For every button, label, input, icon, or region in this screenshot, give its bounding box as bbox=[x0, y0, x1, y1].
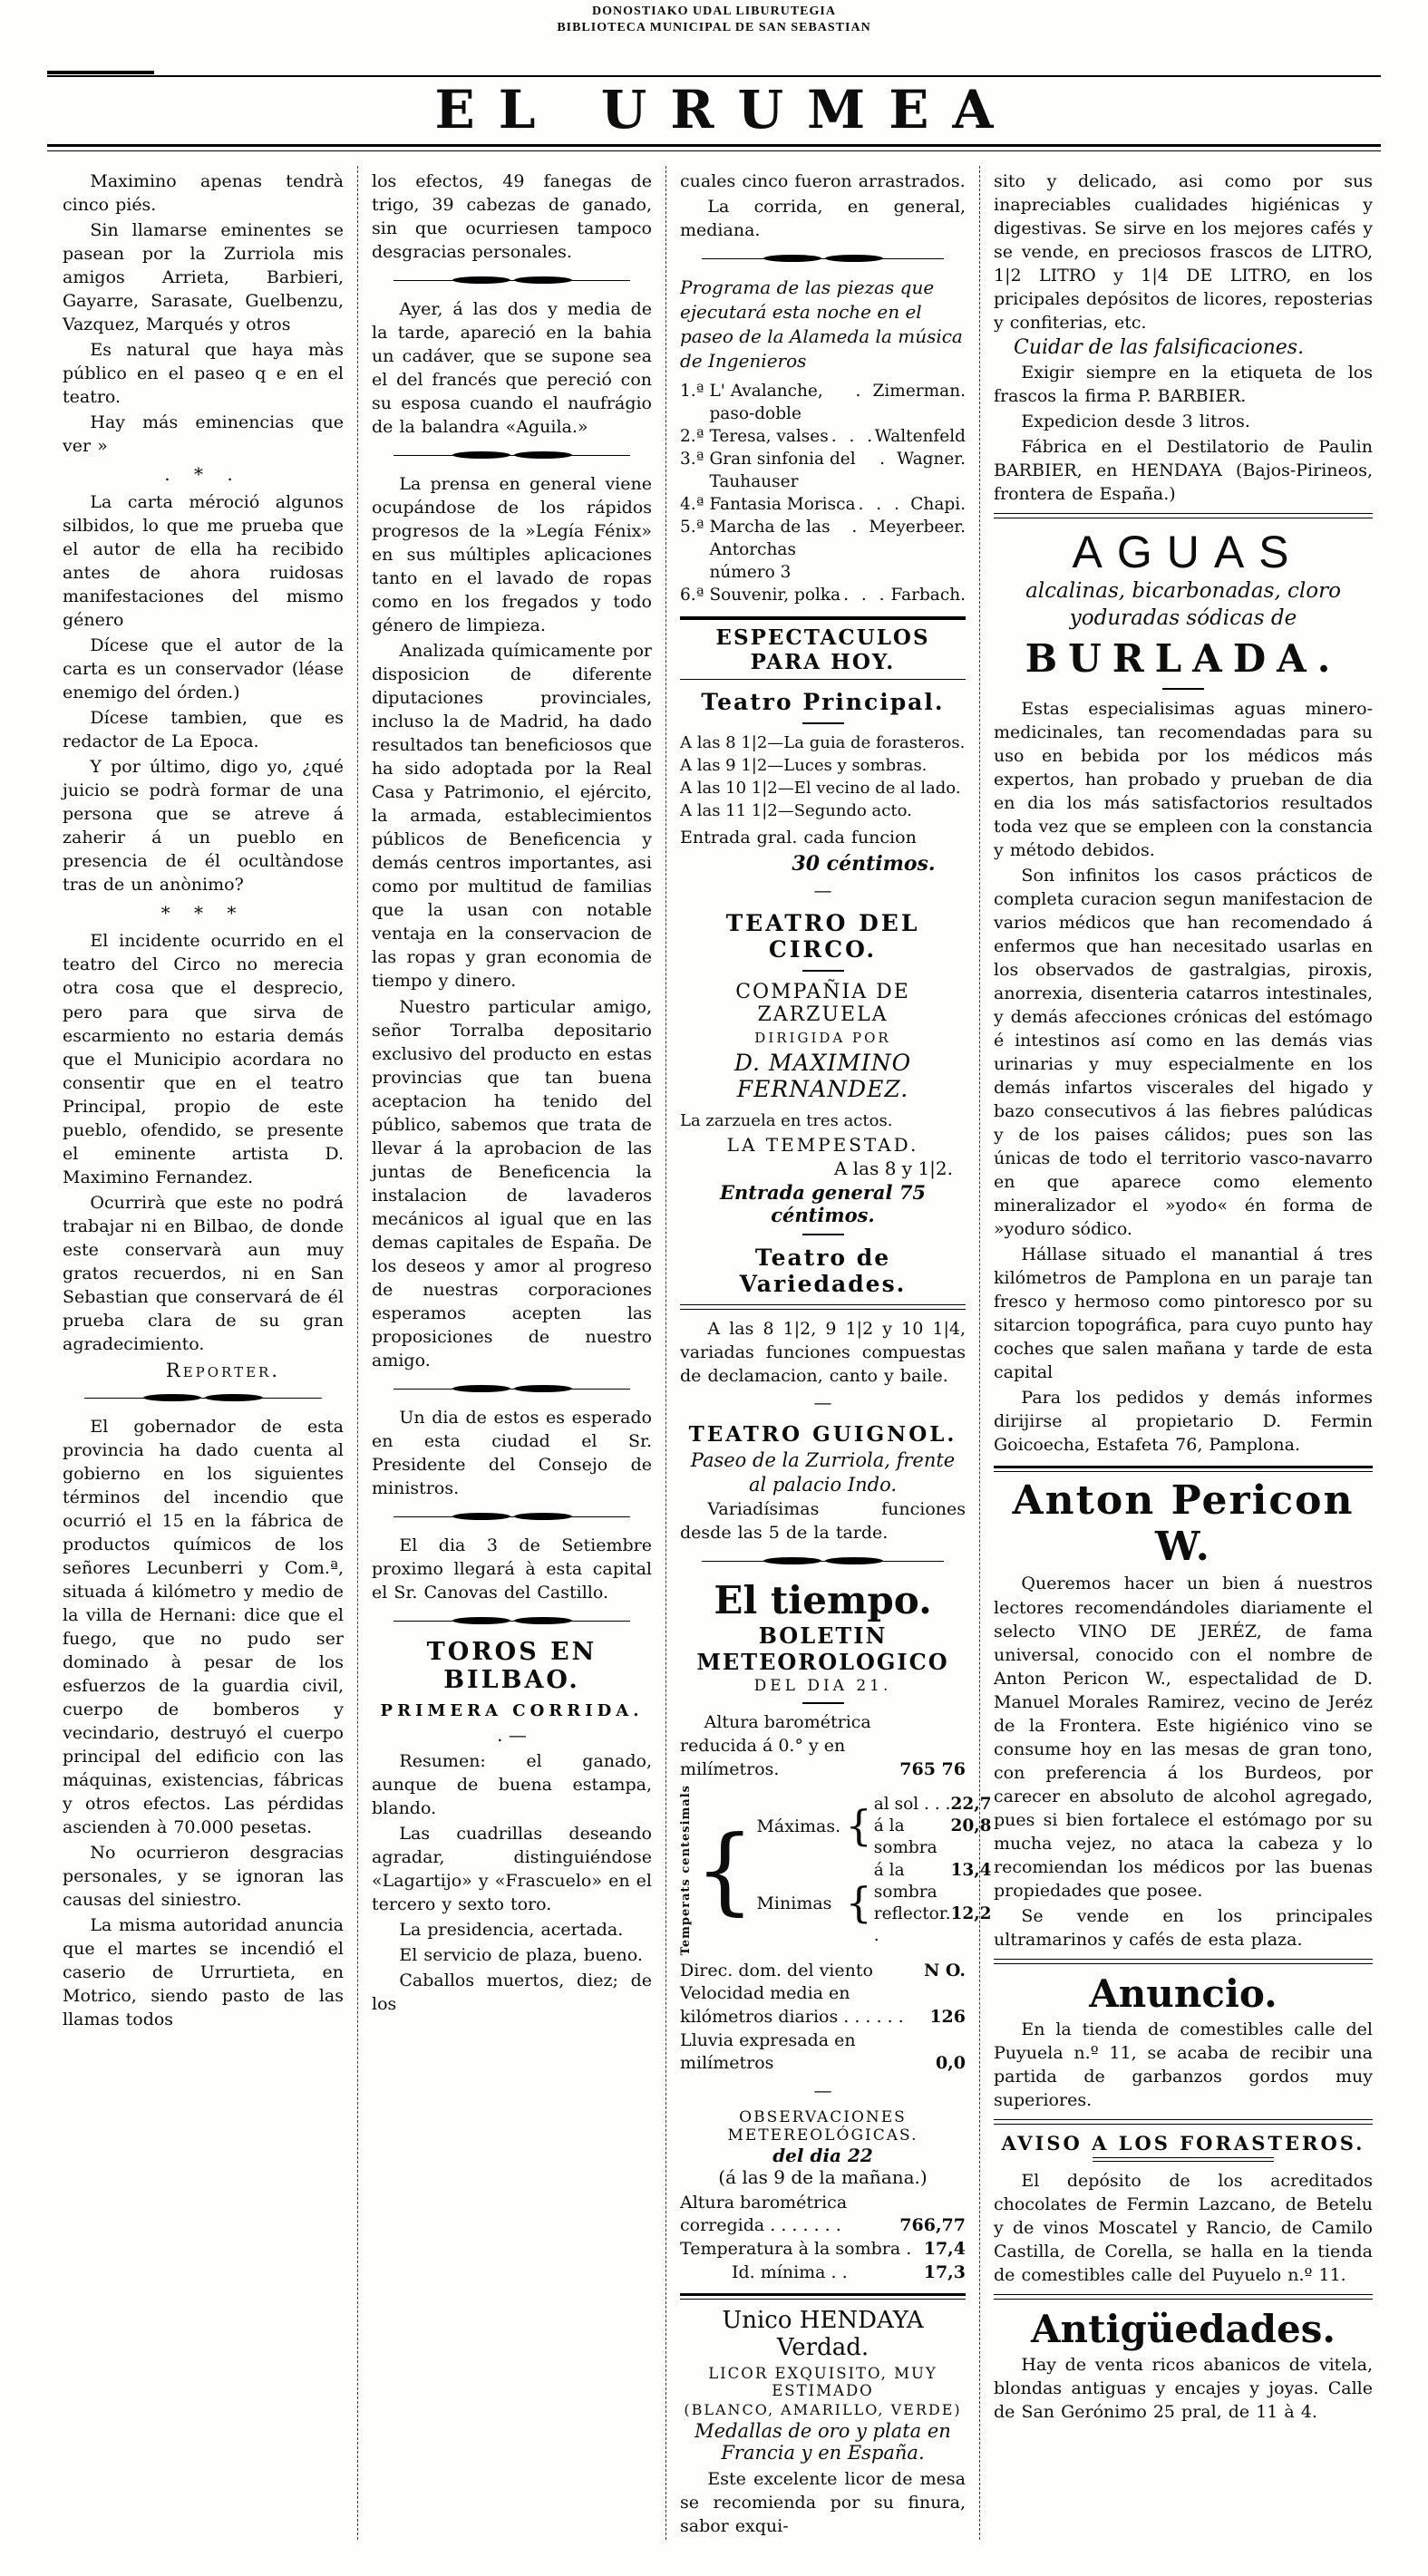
column-3 bbox=[665, 166, 992, 2540]
weather-row-speed bbox=[680, 1982, 966, 2029]
observation-row bbox=[680, 2238, 966, 2261]
temperature-row bbox=[874, 1860, 992, 1903]
program-item-composer: Farbach. bbox=[890, 585, 966, 605]
weather-label: Altura barométrica reducida á 0.° y en milímetros. bbox=[680, 1712, 871, 1779]
paragraph: Hállase situado el manantial á tres kilómetros de Pamplona en un paraje tan fresco y hermoso como pintoresco por su sitarcion topográfica, para cuyo punto hay coches que salen mañana y tarde de esta capital bbox=[994, 1244, 1373, 1383]
flourish-rule bbox=[377, 1511, 646, 1523]
paragraph: No ocurrieron desgracias personales, y se ignoran las causas del siniestro. bbox=[63, 1843, 344, 1911]
observation-row bbox=[680, 2192, 966, 2238]
hatch-rule bbox=[994, 1959, 1373, 1964]
paragraph: Expedicion desde 3 litros. bbox=[1021, 412, 1250, 432]
hendaya-title: Unico HENDAYA Verdad. bbox=[722, 2307, 924, 2362]
program-item bbox=[680, 585, 966, 607]
program-item-title: L' Avalanche, paso-doble bbox=[709, 382, 823, 424]
dash-separator: — bbox=[813, 878, 832, 901]
minimas-rows bbox=[874, 1860, 992, 1947]
obra-title: LA TEMPESTAD. bbox=[726, 1133, 919, 1156]
dot-leader bbox=[856, 494, 911, 517]
paragraph: El gobernador de esta provincia ha dado cuenta al gobierno en los siguientes términos del incendio que ocurrió el 15 en la fábrica de productos químicos de los señores Lecunberri y Com.ª, situada á kilómetro y medio de la villa de Hernani: dice que el fuego, que no pudo ser dominado à pesar de los esfuerzos de la guardia civil, cuerpo de bomberos y vecindario, destruyó el cuerpo principal del edificio con las máquinas, existencias, fábricas y otros efectos. Las pérdidas ascienden à 70.000 pesetas. bbox=[63, 1416, 344, 1837]
paragraph: Dícese que el autor de la carta es un conservador (léase enemigo del órden.) bbox=[63, 635, 344, 703]
temperature-row-label: á la sombra bbox=[873, 1860, 937, 1902]
temperature-row bbox=[874, 1903, 992, 1947]
heavy-rule bbox=[680, 2293, 966, 2300]
flourish-rule bbox=[68, 1392, 338, 1404]
paragraph: Se vende en los principales ultramarinos y cafés de esta plaza. bbox=[994, 1905, 1373, 1950]
entrada-price: 30 céntimos. bbox=[792, 851, 936, 876]
temperature-side-label: Temperats centesimals bbox=[679, 1785, 693, 1956]
temperature-table bbox=[679, 1785, 992, 1956]
weather-value: 0,0 bbox=[935, 2053, 966, 2074]
espectaculos-title: ESPECTACULOS PARA HOY. bbox=[715, 625, 930, 674]
paragraph: Estas especialisimas aguas minero-medicinales, tan recomendadas para su uso en bebida por los médicos más expertos, han probado y prueban de dia en dia los más satisfactorios resultados toda vez que se empleen con la constancia y método debidos. bbox=[994, 698, 1373, 861]
maximas-group bbox=[756, 1794, 991, 1859]
medallas-line: Medallas de oro y plata en Francia y en España. bbox=[695, 2420, 951, 2465]
licor-line1: LICOR EXQUISITO, MUY ESTIMADO bbox=[708, 2365, 937, 2400]
minimas-label: Minimas bbox=[756, 1893, 832, 1913]
zarzuela-note: La zarzuela en tres actos. bbox=[680, 1110, 893, 1130]
mini-rule bbox=[1162, 688, 1204, 690]
aviso-title: AVISO A LOS FORASTEROS. bbox=[1001, 2131, 1365, 2155]
weather-label: Direc. dom. del viento bbox=[680, 1960, 873, 1980]
flourish-rule bbox=[377, 275, 646, 286]
flourish-rule bbox=[377, 450, 646, 461]
paragraph: La carta méroció algunos silbidos, lo que me prueba que el autor de ella ha recibido antes de ahora ruidosas manifestaciones del mismo género bbox=[63, 492, 344, 631]
variedades-title: Teatro de Variedades. bbox=[739, 1244, 907, 1297]
paragraph: Resumen: el ganado, aunque de buena estampa, blando. bbox=[372, 1750, 652, 1818]
dash-separator: — bbox=[813, 1390, 832, 1413]
boletin-subtitle: BOLETIN METEOROLOGICO bbox=[696, 1622, 949, 1676]
antiguedades-title: Antigüedades. bbox=[1030, 2306, 1336, 2351]
paragraph: A las 8 1|2, 9 1|2 y 10 1|4, variadas funciones compuestas de declamacion, canto y baile. bbox=[680, 1318, 966, 1386]
dash-separator: — bbox=[813, 2078, 832, 2101]
paragraph: El depósito de los acreditados chocolates de Fermin Lazcano, de Betelu y de vinos Moscatel y Rancio, de Camilo Castilla, de Corella, se halla en la tienda de comestibles calle del Puyuelo n.º 11. bbox=[994, 2170, 1373, 2285]
program-item bbox=[680, 426, 966, 449]
column-4 bbox=[979, 166, 1386, 2540]
paragraph: Maximino apenas tendrà cinco piés. bbox=[63, 171, 344, 216]
show-time: A las 9 1|2—Luces y sombras. bbox=[680, 755, 928, 775]
toros-subheadline: PRIMERA CORRIDA. bbox=[380, 1700, 644, 1720]
paragraph: Nuestro particular amigo, señor Torralba depositario exclusivo del producto en estas provincias que tan buena aceptacion ha tenido del público, sabemos que trata de llevar á la aprobacion de las juntas de Beneficencia la instalacion de lavaderos mecánicos al igual que en las demas capitales de España. De los deseos y amor al progreso de nuestras corporaciones esperamos acepten las proposiciones de nuestro amigo. bbox=[372, 996, 652, 1370]
paragraph: Ayer, á las dos y media de la tarde, apareció en la bahia un cadáver, que se supone sea el del francés que pereció con su esposa cuando el naufrágio de la balandra «Aguila.» bbox=[372, 299, 652, 438]
temperature-row bbox=[874, 1816, 992, 1859]
hatch-rule bbox=[994, 2294, 1373, 2300]
show-time: A las 10 1|2—El vecino de al lado. bbox=[680, 779, 961, 799]
program-item bbox=[680, 517, 966, 585]
dot-leader bbox=[877, 449, 897, 471]
compania-line: COMPAÑIA DE ZARZUELA bbox=[735, 980, 910, 1026]
entrada-general: Entrada general 75 céntimos. bbox=[719, 1180, 927, 1226]
director-line: D. MAXIMINO FERNANDEZ. bbox=[733, 1049, 912, 1102]
weather-label: Lluvia expresada en milímetros bbox=[680, 2029, 856, 2074]
temperature-row-value: 22,7 bbox=[950, 1794, 992, 1814]
temperature-row-value: 20,8 bbox=[950, 1816, 992, 1835]
paragraph: Sin llamarse eminentes se pasean por la Zurriola mis amigos Arrieta, Barbieri, Gayarre, Sarasate, Guelbenzu, Vazquez, Marqués y otros bbox=[63, 220, 344, 335]
show-time: A las 8 1|2—La guia de forasteros. bbox=[680, 732, 966, 752]
hatch-rule bbox=[994, 513, 1373, 518]
guignol-location: Paseo de la Zurriola, frente al palacio Indo. bbox=[690, 1448, 956, 1496]
paragraph: El dia 3 de Setiembre proximo llegará à esta capital el Sr. Canovas del Castillo. bbox=[372, 1535, 652, 1603]
paragraph: los efectos, 49 fanegas de trigo, 39 cabezas de ganado, sin que ocurriesen tampoco desgracias personales. bbox=[372, 171, 652, 263]
toros-headline: TOROS EN BILBAO. bbox=[426, 1637, 597, 1694]
dot-leader bbox=[840, 585, 890, 607]
paragraph: sito y delicado, asi como por sus inapreciables cualidades higiénicas y digestivas. Se sirve en los mejores cafés y se vende, en preciosos frascos de LITRO, 1|2 LITRO y 1|4 DE LITRO, en los pricipales depósitos de licores, reposterias y confiterias, etc. bbox=[994, 171, 1373, 334]
espectaculos-header bbox=[680, 616, 966, 680]
temperature-row-label: reflector. . bbox=[873, 1904, 951, 1946]
guignol-title: TEATRO GUIGNOL. bbox=[688, 1421, 957, 1447]
flourish-rule bbox=[685, 253, 960, 265]
paragraph: El incidente ocurrido en el teatro del Circo no merecia otra cosa que el desprecio, pero para que sirva de escarmiento no estaria demás que el Municipio acordara no consentir que en el teatro Principal, propio de este pueblo, ofendido, se presente el eminente artista D. Maximino Fernandez. bbox=[63, 931, 344, 1187]
observation-label: Altura barométrica corregida . . . . . . . bbox=[680, 2192, 848, 2236]
program-item-title: Marcha de las Antorchas número 3 bbox=[709, 517, 831, 582]
mini-rule bbox=[802, 722, 844, 724]
program-item-title: Souvenir, polka bbox=[709, 585, 841, 605]
observaciones-title: OBSERVACIONES METEREOLÓGICAS. bbox=[727, 2107, 918, 2145]
entrada-line: Entrada gral. cada funcion bbox=[680, 828, 917, 848]
library-stamp-line2: BIBLIOTECA MUNICIPAL DE SAN SEBASTIAN bbox=[557, 20, 871, 34]
paragraph: Para los pedidos y demás informes dirijirse al propietario D. Fermin Goicoecha, Estafeta 76, Pamplona. bbox=[994, 1388, 1373, 1456]
burlada-brand: BURLADA. bbox=[1025, 635, 1342, 681]
weather-row-altura bbox=[680, 1711, 966, 1781]
dirigida-line: DIRIGIDA POR bbox=[754, 1029, 891, 1046]
columns bbox=[0, 166, 1428, 2576]
hatch-rule bbox=[994, 2119, 1373, 2125]
masthead-top-rule bbox=[47, 75, 1381, 77]
paragraph: Es natural que haya màs público en el paseo q e en el teatro. bbox=[63, 340, 344, 408]
weather-label: Velocidad media en kilómetros diarios . . . . . . bbox=[680, 1983, 904, 2027]
paragraph: En la tienda de comestibles calle del Puyuela n.º 11, se acaba de recibir una partida de garbanzos gordos muy superiores. bbox=[994, 2019, 1373, 2110]
licor-line2: (BLANCO, AMARILLO, VERDE) bbox=[684, 2401, 962, 2419]
paragraph: La presidencia, acertada. bbox=[399, 1919, 624, 1940]
temperature-row-label: al sol . . . bbox=[873, 1794, 951, 1814]
observation-value: 17,3 bbox=[923, 2261, 966, 2282]
paragraph: Queremos hacer un bien á nuestros lectores recomendándoles diariamente el selecto VINO DE JERÉZ, de fama universal, conocido con el nombre de Anton Pericon W., espectalidad de D. Manuel Morales Ramirez, vecino de Jeréz de la Frontera. Este higiénico vino se consume hoy en las mesas de gran tono, con preferencia á los Burdeos, por carecer en absoluto de alcohol agregado, pues si bien fortalece el estómago por su mucha vejez, no ataca la cabeza y lo recomiendan los médicos por las buenas propiedades que posee. bbox=[994, 1574, 1373, 1901]
program-item bbox=[680, 494, 966, 517]
inner-brace: { bbox=[845, 1801, 872, 1851]
paragraph: cuales cinco fueron arrastrados. bbox=[680, 171, 966, 191]
paragraph: Hay más eminencias que ver » bbox=[63, 412, 344, 457]
outer-brace: { bbox=[695, 1815, 755, 1926]
paragraph: Y por último, digo yo, ¿qué juicio se podrà formar de una persona que se atreve á zaherir á un pueblo en presencia de él ocultàndose tras de un anònimo? bbox=[63, 757, 344, 896]
tiempo-title: El tiempo. bbox=[714, 1578, 932, 1623]
weather-value: N O. bbox=[923, 1960, 966, 1980]
weather-row-rain bbox=[680, 2029, 966, 2076]
heavy-rule bbox=[994, 1466, 1373, 1472]
obra-hour: A las 8 y 1|2. bbox=[833, 1157, 953, 1179]
masthead-title: EL URUMEA bbox=[434, 79, 1017, 140]
maximas-label: Máximas. bbox=[756, 1816, 841, 1836]
aguas-subtitle: alcalinas, bicarbonadas, cloro yoduradas sódicas de bbox=[1025, 579, 1341, 631]
maximas-rows bbox=[874, 1794, 992, 1859]
paragraph: Las cuadrillas deseando agradar, distinguiéndose «Lagartijo» y «Frascuelo» en el tercero y sexto toro. bbox=[372, 1823, 652, 1914]
show-time: A las 11 1|2—Segundo acto. bbox=[680, 801, 912, 821]
observaciones-hour: (á las 9 de la mañana.) bbox=[718, 2165, 928, 2188]
library-stamp bbox=[0, 0, 1428, 35]
anton-pericon-title: Anton Pericon W. bbox=[1012, 1477, 1355, 1571]
program-intro: Programa de las piezas que ejecutará esta noche en el paseo de la Alameda la música de Ingenieros bbox=[680, 276, 963, 373]
boletin-date: DEL DIA 21. bbox=[753, 1677, 892, 1696]
paragraph: Fábrica en el Destilatorio de Paulin BARBIER, en HENDAYA (Bajos-Pirineos, frontera de España.) bbox=[994, 437, 1373, 505]
program-item bbox=[680, 381, 966, 426]
masthead-bottom-rule bbox=[47, 144, 1381, 151]
column-1 bbox=[49, 166, 357, 2540]
program-item-composer: Chapi. bbox=[910, 494, 966, 514]
paragraph: Caballos muertos, diez; de los bbox=[372, 1971, 652, 2015]
program-item bbox=[680, 449, 966, 494]
dot-leader bbox=[853, 381, 873, 403]
article-signature: Reporter. bbox=[165, 1359, 280, 1381]
paragraph: Son infinitos los casos prácticos de completa curacion segun manifestacion de varios médicos que han recomendado á enfermos que han necesitado usarlas en los observados de gastralgias, piroxis, anorrexia, disenteria catarros intestinales, y demás afecciones crónicas del estómago é intestinos así como en las demás vias urinarias y muy especialmente en los demás infartos viscerales del higado y bazo consecutivos á las fiebres palúdicas y de los paises cálidos; pues son las únicas de todo el territorio vasco-navarro en que aparece como elemento mineralizador el »yodo« én forma de »yoduro sódico. bbox=[994, 866, 1373, 1240]
paragraph: La prensa en general viene ocupándose de los rápidos progresos de la »Legía Fénix» en sus múltiples aplicaciones tanto en el lavado de ropas como en los fregados y todo género de limpieza. bbox=[372, 474, 652, 636]
paragraph: Variadísimas funciones desde las 5 de la tarde. bbox=[680, 1499, 966, 1544]
dash-separator: . — bbox=[497, 1723, 527, 1746]
paragraph: Dícese tambien, que es redactor de La Epoca. bbox=[63, 708, 344, 752]
column-2 bbox=[357, 166, 665, 2540]
paragraph: La corrida, en general, mediana. bbox=[680, 197, 966, 241]
flourish-rule bbox=[377, 1615, 646, 1627]
flourish-rule bbox=[377, 1383, 646, 1395]
flourish-rule bbox=[685, 1555, 960, 1567]
paragraph: Analizada químicamente por disposicion de diferente diputaciones provinciales, incluso la de Madrid, ha dado resultados tan beneficiosos que ha sido adoptada por la Real Casa y Patrimonio, el ejército, la armada, establecimientos públicos de Beneficencia y demás centros importantes, asi como por multitud de familias que la usan con notable ventaja en la conservacion de las ropas y gran economia de tiempo y dinero. bbox=[372, 641, 652, 992]
program-item-composer: Waltenfeld bbox=[874, 426, 966, 446]
paragraph: El servicio de plaza, bueno. bbox=[399, 1944, 643, 1965]
teatro-circo-title: TEATRO DEL CIRCO. bbox=[725, 909, 920, 963]
program-item-composer: Zimerman. bbox=[872, 382, 966, 402]
paragraph: Ocurrirà que este no podrá trabajar ni en Bilbao, de donde este conservarà aun muy gratos recuerdos, ni en San Sebastian que conservará de él prueba clara de su gran agradecimiento. bbox=[63, 1192, 344, 1354]
program-item-number: 6.ª bbox=[680, 585, 704, 605]
program-item-composer: Wagner. bbox=[897, 449, 966, 469]
observaciones-date: del dia 22 bbox=[772, 2144, 873, 2166]
hatch-rule bbox=[680, 1304, 966, 1310]
inner-brace: { bbox=[845, 1878, 872, 1928]
observation-label: Temperatura à la sombra . bbox=[680, 2239, 912, 2260]
temperature-groups bbox=[756, 1793, 991, 1948]
paragraph: Un dia de estos es esperado en esta ciudad el Sr. Presidente del Consejo de ministros. bbox=[372, 1407, 652, 1498]
mini-rule bbox=[802, 1234, 844, 1235]
program-item-composer: Meyerbeer. bbox=[869, 517, 966, 537]
temperature-row-value: 12,2 bbox=[950, 1904, 992, 1923]
program-item-number: 2.ª bbox=[680, 426, 704, 446]
program-item-title: Teresa, valses bbox=[709, 426, 829, 446]
paragraph: Hay de venta ricos abanicos de vitela, blondas antiguas y encajes y joyas. Calle de San Gerónimo 25 pral, de 11 à 4. bbox=[994, 2354, 1373, 2422]
paragraph: La misma autoridad anuncia que el martes se incendió el caserio de Urrurtieta, en Motrico, siendo pasto de las llamas todos bbox=[63, 1915, 344, 2030]
asterisk-separator: * * * bbox=[160, 902, 246, 925]
temperature-row-value: 13,4 bbox=[950, 1860, 992, 1880]
program-item-number: 4.ª bbox=[680, 494, 704, 514]
teatro-principal-title: Teatro Principal. bbox=[701, 688, 945, 715]
weather-value: 765 76 bbox=[899, 1758, 966, 1779]
temperature-row-label: á la sombra bbox=[873, 1816, 937, 1857]
observation-label: Id. mínima . . bbox=[732, 2261, 848, 2282]
paragraph: Este excelente licor de mesa se recomienda por su finura, sabor exqui- bbox=[680, 2469, 966, 2537]
program-item-number: 5.ª bbox=[680, 517, 704, 537]
aviso-underline bbox=[1093, 2157, 1274, 2162]
dot-leader bbox=[849, 517, 869, 539]
weather-value: 126 bbox=[929, 2006, 966, 2027]
mini-rule bbox=[802, 970, 844, 972]
program-item-title: Gran sinfonia del Tauhauser bbox=[709, 449, 856, 491]
program-item-number: 3.ª bbox=[680, 449, 704, 469]
library-stamp-line1: DONOSTIAKO UDAL LIBURUTEGIA bbox=[592, 5, 836, 18]
program-item-title: Fantasia Morisca bbox=[709, 494, 856, 514]
dot-leader bbox=[829, 426, 875, 449]
cuidar-line: Cuidar de las falsificaciones. bbox=[1014, 336, 1305, 360]
anuncio-title: Anuncio. bbox=[1089, 1971, 1277, 2016]
observation-value: 766,77 bbox=[899, 2215, 966, 2236]
mini-rule bbox=[802, 1702, 844, 1704]
program-item-number: 1.ª bbox=[680, 382, 704, 402]
aguas-title: AGUAS bbox=[1072, 527, 1304, 578]
paragraph: Exigir siempre en la etiqueta de los frascos la firma P. BARBIER. bbox=[994, 363, 1373, 407]
asterisk-separator: . * . bbox=[164, 463, 242, 486]
observation-row bbox=[680, 2261, 966, 2285]
weather-row-wind bbox=[680, 1960, 966, 1983]
minimas-group bbox=[756, 1860, 991, 1947]
temperature-row bbox=[874, 1794, 992, 1816]
observation-value: 17,4 bbox=[923, 2239, 966, 2260]
